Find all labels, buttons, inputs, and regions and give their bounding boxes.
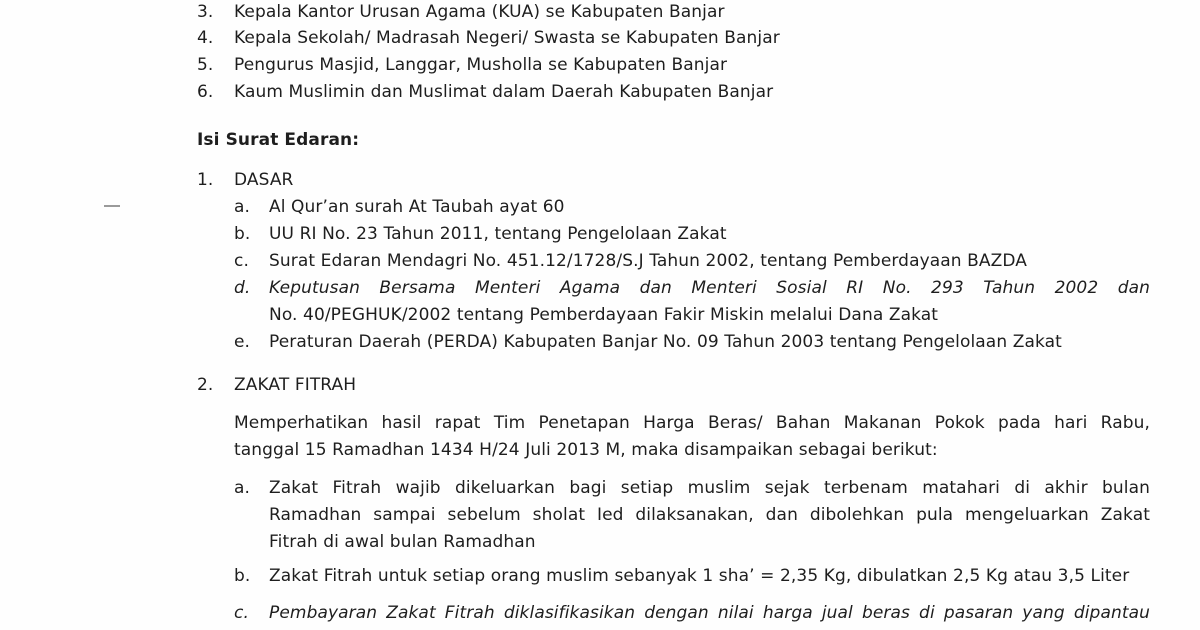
recipient-6-text: Kaum Muslimin dan Muslimat dalam Daerah Kabupaten Banjar	[234, 82, 774, 102]
section2-title: ZAKAT FITRAH	[234, 375, 357, 395]
section1-item-d-letter: d.	[234, 278, 251, 298]
section2-item-a-line3: Fitrah di awal bulan Ramadhan	[269, 532, 536, 552]
section2-intro-line2: tanggal 15 Ramadhan 1434 H/24 Juli 2013 M, maka disampaikan sebagai berikut:	[234, 440, 938, 460]
section2-item-b-letter: b.	[234, 566, 251, 586]
scan-mark	[104, 205, 120, 207]
section1-item-b-letter: b.	[234, 224, 251, 244]
recipient-6-number: 6.	[197, 82, 214, 102]
section1-item-b-text: UU RI No. 23 Tahun 2011, tentang Pengelolaan Zakat	[269, 224, 727, 244]
section1-number: 1.	[197, 170, 214, 190]
section1-item-d-line2: No. 40/PEGHUK/2002 tentang Pemberdayaan Fakir Miskin melalui Dana Zakat	[269, 305, 939, 325]
section2-intro-line1-box	[234, 410, 1150, 437]
section2-item-c-letter: c.	[234, 603, 249, 623]
section2-intro-line1: Memperhatikan hasil rapat Tim Penetapan Harga Beras/ Bahan Makanan Pokok pada hari Rabu,	[234, 413, 1150, 433]
section2-item-c-line1: Pembayaran Zakat Fitrah diklasifikasikan dengan nilai harga jual beras di pasaran yang dipantau	[269, 603, 1150, 623]
section1-title: DASAR	[234, 170, 294, 190]
section2-item-a-letter: a.	[234, 478, 251, 498]
section2-item-a-line1: Zakat Fitrah wajib dikeluarkan bagi setiap muslim sejak terbenam matahari di akhir bulan	[269, 478, 1150, 498]
section1-item-d-line1-box	[269, 275, 1150, 302]
recipient-4-text: Kepala Sekolah/ Madrasah Negeri/ Swasta se Kabupaten Banjar	[234, 28, 780, 48]
section1-item-e-letter: e.	[234, 332, 251, 352]
section1-item-e-text: Peraturan Daerah (PERDA) Kabupaten Banjar No. 09 Tahun 2003 tentang Pengelolaan Zakat	[269, 332, 1062, 352]
section1-item-a-text: Al Qur’an surah At Taubah ayat 60	[269, 197, 565, 217]
section1-item-c-text: Surat Edaran Mendagri No. 451.12/1728/S.J Tahun 2002, tentang Pemberdayaan BAZDA	[269, 251, 1028, 271]
section2-number: 2.	[197, 375, 214, 395]
recipient-5-text: Pengurus Masjid, Langgar, Musholla se Kabupaten Banjar	[234, 55, 728, 75]
section2-item-a-line2-box	[269, 502, 1150, 529]
recipient-3-number: 3.	[197, 2, 214, 22]
recipient-5-number: 5.	[197, 55, 214, 75]
section1-item-a-letter: a.	[234, 197, 251, 217]
section1-item-c-letter: c.	[234, 251, 249, 271]
recipient-4-number: 4.	[197, 28, 214, 48]
section2-item-a-line2: Ramadhan sampai sebelum sholat Ied dilaksanakan, dan dibolehkan pula mengeluarkan Zakat	[269, 505, 1150, 525]
content-heading: Isi Surat Edaran:	[197, 130, 360, 150]
section2-item-c-line1-box	[269, 600, 1150, 627]
recipient-3-text: Kepala Kantor Urusan Agama (KUA) se Kabupaten Banjar	[234, 2, 725, 22]
section1-item-d-line1: Keputusan Bersama Menteri Agama dan Menteri Sosial RI No. 293 Tahun 2002 dan	[269, 278, 1150, 298]
section2-item-b-text: Zakat Fitrah untuk setiap orang muslim sebanyak 1 sha’ = 2,35 Kg, dibulatkan 2,5 Kg atau 3,5 Liter	[269, 566, 1130, 586]
section2-item-a-line1-box	[269, 475, 1150, 502]
